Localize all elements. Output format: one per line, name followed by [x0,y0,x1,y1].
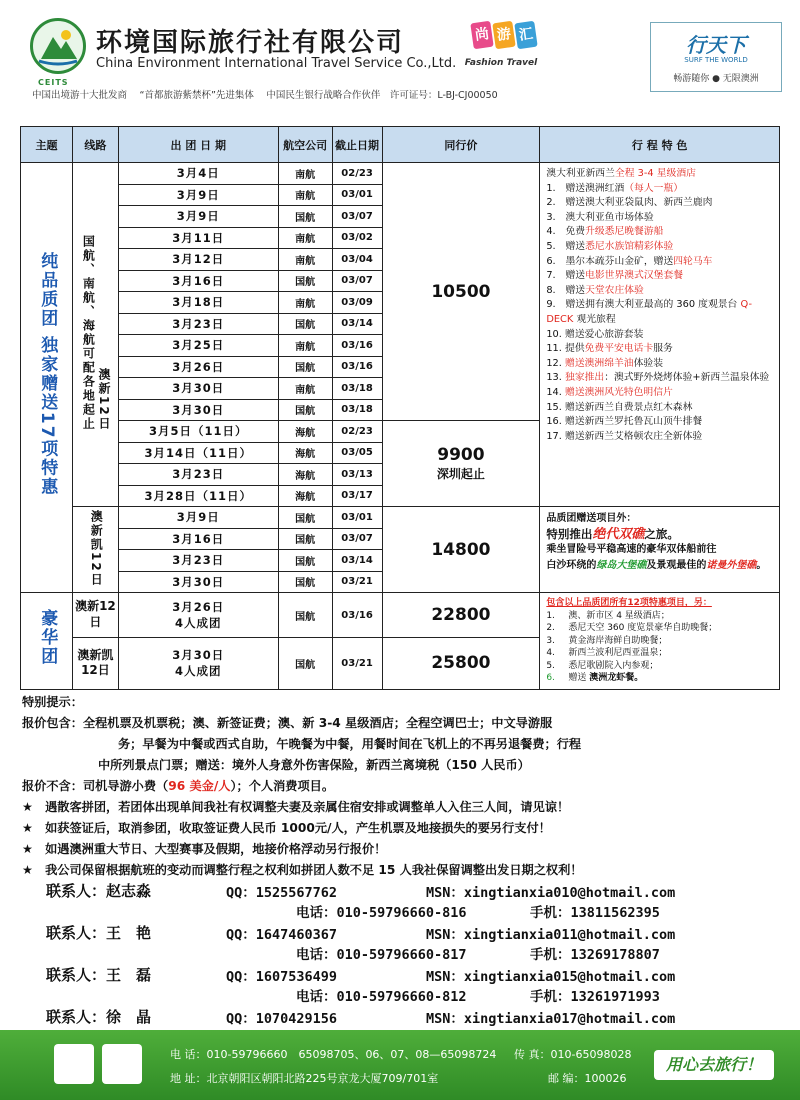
table-header-row [21,127,780,163]
airline: 南航 [278,335,332,357]
price-25800: 25800 [382,638,540,689]
feature-intro-text: 澳大利亚新西兰 [546,168,615,179]
luxury-feature-num: 5. [546,660,555,671]
feature-item-c: 体验装 [633,357,663,369]
luxury-feature-text: 新西兰波利尼西亚温泉； [568,648,668,658]
include-line1: 全程机票及机票税；澳、新签证费；澳、新 3-4 星级酒店；全程空调巴士；中文导游服 [82,716,553,730]
luxury-feature-item [546,647,773,660]
fashion-tile: 汇 [514,21,537,50]
price-10500: 10500 [382,163,540,421]
luxury-feature-item [546,660,773,673]
airline: 海航 [278,464,332,486]
feature-item-a: 9. 赠送拥有澳大利亚最高的 360 度观景台 [546,299,741,311]
company-credentials: 中国出境游十大批发商 “首都旅游紫禁杯”先进集体 中国民生银行战略合作伙伴 许可证号：L-BJ-CJ00050 [32,90,498,101]
exclude-b: 96 美金/人 [168,779,231,793]
feature-item-a: 4. 免费 [546,226,586,238]
deadline: 03/07 [332,270,382,292]
deadline: 02/23 [332,163,382,185]
departure-date: 3月5日（11日） [118,421,278,443]
feature-item-a: 12. [546,357,566,369]
contacts-section [46,880,766,1048]
departure-date: 3月16日 [118,270,278,292]
footer-slogan: 用心去旅行！ [654,1050,774,1080]
departure-date: 3月28日（11日） [118,485,278,507]
feature-item-b: 赠送澳洲绵羊油 [565,357,634,369]
deadline: 03/07 [332,528,382,550]
feature-item-b: 独家推出 [565,372,605,384]
feature-item [546,328,773,343]
departure-date: 3月9日 [118,184,278,206]
star-note [22,839,782,860]
reef-line1-b: 绝代双礁 [592,526,645,542]
price-14800: 14800 [382,507,540,593]
departure-date [118,638,278,689]
feature-item [546,371,773,386]
airline: 国航 [278,206,332,228]
contact-msn: MSN：xingtianxia015@hotmail.com [426,969,676,985]
feature-item-a: 8. 赠送 [546,284,586,296]
feature-item-a: 13. [546,372,566,384]
deadline: 03/05 [332,442,382,464]
partner-logo [102,1044,142,1084]
airline: 国航 [278,593,332,638]
partner-logo [54,1044,94,1084]
contact-qq: QQ：1647460367 [226,927,338,943]
reef-feature-line3 [546,558,773,574]
airline: 国航 [278,638,332,689]
airline: 南航 [278,227,332,249]
departure-date: 3月14日（11日） [118,442,278,464]
feature-item [546,284,773,299]
departure-date: 3月30日 [118,399,278,421]
route-cell-1 [72,163,118,507]
feature-item-a: 2. 赠送澳大利亚袋鼠肉、新西兰鹿肉 [546,197,713,209]
col-header-date: 出 团 日 期 [118,127,278,163]
tour-schedule-table [20,126,780,690]
feature-item-a: 5. 赠送 [546,240,586,252]
surf-the-world-logo [650,22,782,92]
luxury-feature-text: 黄金海岸海鲜自助晚餐； [568,635,668,646]
route-cell-3: 澳新12日 [72,593,118,638]
departure-date [118,593,278,638]
reef-line3-d: 诺曼外堡礁 [706,559,757,571]
luxury-feature-text: 悉尼天空 360 度览景豪华自助晚餐； [568,623,718,633]
feature-item-a: 16. 赠送新西兰罗托鲁瓦山顶牛排餐 [546,416,703,428]
reef-line3-e: 。 [756,559,767,571]
feature-item [546,182,773,197]
features-luxury [540,593,780,690]
departure-date: 3月26日 [118,356,278,378]
deadline: 03/16 [332,593,382,638]
features-reef [540,507,780,593]
contact-qq: QQ：1607536499 [226,969,338,985]
contact-qq: QQ：1070429156 [226,1011,338,1027]
feature-item [546,386,773,401]
feature-item [546,269,773,284]
contact-mobile: 手机：13269178807 [530,947,660,963]
deadline: 03/07 [332,206,382,228]
star-note-text: 我公司保留根据航班的变动而调整行程之权利如拼团人数不足 15 人我社保留调整出发日期之权利！ [45,863,583,877]
include-label: 报价包含： [22,716,83,730]
col-header-features: 行 程 特 色 [540,127,780,163]
deadline: 03/09 [332,292,382,314]
feature-item [546,298,773,327]
feature-item-a: 6. 墨尔本疏芬山金矿，赠送 [546,255,674,267]
deadline: 02/23 [332,421,382,443]
feature-item [546,196,773,211]
xtx-slogan: 畅游随你 ● 无限澳洲 [673,74,759,84]
feature-list [546,182,773,445]
deadline: 03/16 [332,356,382,378]
departure-date: 3月18日 [118,292,278,314]
luxury-feature-num: 4. [546,648,555,658]
feature-item [546,211,773,226]
notes-title: 特别提示： [22,695,83,709]
contact-row [46,964,766,1006]
deadline: 03/04 [332,249,382,271]
feature-item-b: 四轮马车 [673,255,713,267]
theme-pure-label: 纯品质团 独家赠送17项特惠 [37,252,58,498]
theme-pure-quality [21,163,73,593]
exclude-label: 报价不含： [22,779,83,793]
airline: 南航 [278,184,332,206]
luxury-feature-num: 3. [546,635,555,646]
deadline: 03/18 [332,399,382,421]
departure-date: 3月30日 [118,378,278,400]
star-icon: ★ [22,821,46,835]
col-header-airline: 航空公司 [278,127,332,163]
feature-item-a: 17. 赠送新西兰艾格顿农庄全新体验 [546,430,703,442]
departure-date: 3月30日 [118,571,278,593]
feature-item-b: （每人一瓶） [624,182,684,194]
reef-feature-line2: 乘坐冒险号平稳高速的豪华双体船前往 [546,544,717,555]
departure-date: 3月9日 [118,206,278,228]
feature-item-b: 电影世界澳式汉堡套餐 [585,270,684,282]
feature-item-c: 服务 [653,343,673,355]
departure-date: 3月12日 [118,249,278,271]
airline: 国航 [278,270,332,292]
include-line2: 务；早餐为中餐或西式自助，午晚餐为中餐，用餐时间在飞机上的不再另退餐费；行程 [118,737,582,751]
airline: 国航 [278,550,332,572]
feature-item-b: 升级悉尼晚餐游船 [585,226,664,238]
route-1-name: 澳新12日 [97,368,111,431]
price-include [22,713,782,734]
deadline: 03/14 [332,313,382,335]
table-row [21,507,780,529]
deadline: 03/21 [332,571,382,593]
star-note-text: 遇散客拼团，若团体出现单间我社有权调整夫妻及亲属住宿安排或调整单人入住三人间，请见谅！ [45,800,570,814]
airline: 南航 [278,163,332,185]
theme-luxury-label: 豪华团 [37,609,58,667]
deadline: 03/17 [332,485,382,507]
footer-fax: 传 真：010-65098028 [514,1048,632,1061]
col-header-route: 线路 [72,127,118,163]
route-1-airlines: 国航、南航、海航可配各地起止 [81,235,96,431]
contact-row [46,922,766,964]
page-footer [0,1030,800,1100]
fashion-tile: 尚 [470,21,493,50]
deadline: 03/21 [332,638,382,689]
feature-intro-highlight: 全程 3-4 星级酒店 [614,168,696,179]
feature-item [546,401,773,416]
feature-item [546,225,773,240]
price-9900-note: 深圳起止 [436,467,485,481]
fashion-travel-label: Fashion Travel [464,58,538,68]
feature-item [546,357,773,372]
star-note [22,797,782,818]
departure-date: 3月23日 [118,464,278,486]
airline: 南航 [278,249,332,271]
fashion-travel-logo [472,22,538,48]
luxury-feature-item [546,635,773,648]
airline: 国航 [278,313,332,335]
departure-date: 3月4日 [118,163,278,185]
contact-tel: 电话：010-59796660-817 [296,947,467,963]
deadline: 03/13 [332,464,382,486]
xtx-title: 行天下 [686,33,746,57]
feature-item-c: ：澳式野外烧烤体验+新西兰温泉体验 [604,372,770,384]
deadline: 03/14 [332,550,382,572]
deadline: 03/01 [332,184,382,206]
contact-msn: MSN：xingtianxia010@hotmail.com [426,885,676,901]
reef-line3-c: 及景观最佳的 [646,559,707,571]
lux1-note: 4人成团 [175,616,222,631]
col-header-price: 同行价 [382,127,540,163]
col-header-deadline: 截止日期 [332,127,382,163]
feature-item-a: 11. 提供 [546,343,585,355]
deadline: 03/01 [332,507,382,529]
airline: 海航 [278,442,332,464]
luxury-feature-item [546,672,773,685]
departure-date: 3月16日 [118,528,278,550]
feature-item-b: 赠送澳洲风光特色明信片 [565,386,673,398]
feature-item [546,342,773,357]
feature-item-c: 观光旅程 [573,313,616,325]
deadline: 03/02 [332,227,382,249]
luxury-feature-num: 2. [546,623,555,633]
departure-date: 3月9日 [118,507,278,529]
theme-luxury [21,593,73,690]
route-cell-2 [72,507,118,593]
feature-item-b: 天堂农庄体验 [585,284,644,296]
contact-name: 联系人：王 艳 [46,924,152,942]
departure-date: 3月23日 [118,313,278,335]
departure-date: 3月11日 [118,227,278,249]
feature-item-b: 免费平安电话卡 [584,343,654,355]
feature-intro [546,167,773,182]
contact-name: 联系人：赵志淼 [46,882,152,900]
airline: 国航 [278,528,332,550]
contact-tel: 电话：010-59796660-816 [296,905,467,921]
feature-item-a: 14. [546,386,566,398]
airline: 南航 [278,378,332,400]
ceits-logo [30,18,86,74]
star-note [22,818,782,839]
price-9900-value: 9900 [437,445,485,465]
luxury-feature-text: 澳、新市区 4 星级酒店； [568,610,670,621]
contact-row [46,880,766,922]
feature-item-a: 3. 澳大利亚鱼市场体验 [546,211,654,223]
reef-line1-c: 之旅。 [644,526,679,541]
lux2-note: 4人成团 [175,664,222,679]
feature-item [546,240,773,255]
deadline: 03/18 [332,378,382,400]
price-9900 [382,421,540,507]
contact-name: 联系人：王 磊 [46,966,152,984]
reef-line1-a: 特别推出 [546,526,593,541]
airline: 海航 [278,421,332,443]
departure-date: 3月25日 [118,335,278,357]
airline: 南航 [278,292,332,314]
contact-tel: 电话：010-59796660-812 [296,989,467,1005]
feature-item-a: 7. 赠送 [546,270,586,282]
feature-item [546,255,773,270]
feature-item-a: 1. 赠送澳洲红酒 [546,182,625,194]
luxury-feature-item [546,610,773,623]
table-row [21,593,780,638]
airline: 国航 [278,507,332,529]
contact-qq: QQ：1525567762 [226,885,338,901]
feature-item-b: 悉尼水族馆精彩体验 [585,240,674,252]
feature-item-b: Q-DECK [546,299,752,325]
fashion-tile: 游 [492,21,515,50]
feature-item [546,415,773,430]
contact-msn: MSN：xingtianxia011@hotmail.com [426,927,676,943]
exclude-a: 司机导游小费（ [82,779,169,793]
logo-abbrev: CEITS [38,78,69,87]
star-icon: ★ [22,842,46,856]
luxury-feature-text: 赠送 [568,673,590,683]
luxury-feature-num: 6. [546,673,555,683]
lux1-date: 3月26日 [172,600,225,615]
feature-item-a: 15. 赠送新西兰自费景点红木森林 [546,401,693,413]
luxury-feature-bold: 澳洲龙虾餐。 [589,673,644,683]
contact-mobile: 手机：13811562395 [530,905,660,921]
xtx-en: SURF THE WORLD [684,56,748,64]
star-icon: ★ [22,800,46,814]
route-cell-4: 澳新凯12日 [72,638,118,689]
page-header [0,0,800,112]
contact-mobile: 手机：13261971993 [530,989,660,1005]
footer-address: 地 址：北京朝阳区朝阳北路225号京龙大厦709/701室 [170,1072,439,1085]
table-row [21,163,780,185]
col-header-theme: 主题 [21,127,73,163]
include-line3: 中所列景点门票；赠送：境外人身意外伤害保险，新西兰离境税（150 人民币） [98,758,530,772]
reef-feature-line1 [546,527,773,543]
luxury-feature-title: 包含以上品质团所有12项特惠项目，另： [546,598,712,608]
company-name-cn: 环境国际旅行社有限公司 [96,28,405,58]
reef-line3-a: 白沙环绕的 [546,559,597,571]
price-exclude [22,776,782,797]
airline: 国航 [278,399,332,421]
contact-msn: MSN：xingtianxia017@hotmail.com [426,1011,676,1027]
deadline: 03/16 [332,335,382,357]
luxury-feature-item [546,622,773,635]
departure-date: 3月23日 [118,550,278,572]
exclude-c: ）；个人消费项目。 [230,779,335,793]
special-notes [22,692,782,881]
company-name-en: China Environment International Travel Service Co.,Ltd. [96,56,457,71]
airline: 国航 [278,356,332,378]
luxury-feature-num: 1. [546,610,555,621]
reef-line3-b: 绿岛大堡礁 [596,559,647,571]
airline: 国航 [278,571,332,593]
contact-name: 联系人：徐 晶 [46,1008,152,1026]
reef-feature-title: 品质团赠送项目外： [546,513,637,524]
luxury-feature-text: 悉尼歌剧院入内参观； [568,660,659,671]
footer-phone: 电 话：010-59796660 65098705、06、07、08—65098724 [170,1048,497,1061]
lux2-date: 3月30日 [172,648,225,663]
feature-item-a: 10. 赠送爱心旅游套装 [546,328,644,340]
star-note [22,860,782,881]
star-icon: ★ [22,863,46,877]
airline: 海航 [278,485,332,507]
features-pure-quality [540,163,780,507]
price-22800: 22800 [382,593,540,638]
feature-item [546,430,773,445]
luxury-feature-list [546,610,773,673]
route-2-name: 澳新凯12日 [89,509,104,587]
star-note-text: 如遇澳洲重大节日、大型赛事及假期，地接价格浮动另行报价！ [45,842,387,856]
star-note-text: 如获签证后，取消参团，收取签证费人民币 1000元/人，产生机票及地接损失的要另行支付！ [45,821,551,835]
footer-zip: 邮 编：100026 [548,1072,627,1085]
